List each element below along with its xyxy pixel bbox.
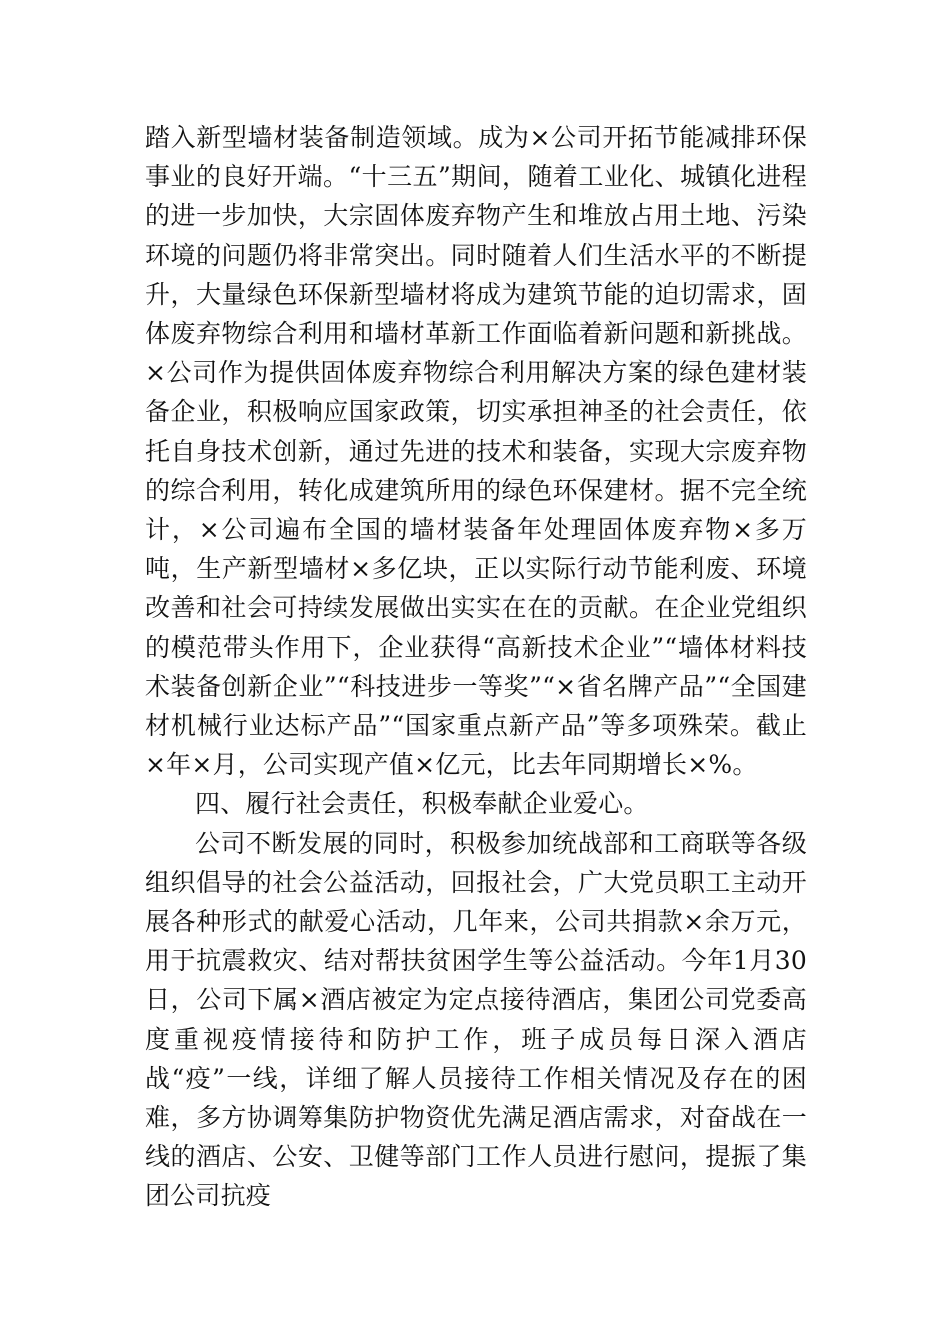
section-heading-social-responsibility: 四、履行社会责任，积极奉献企业爱心。 xyxy=(195,789,649,819)
document-body xyxy=(145,118,807,1216)
paragraph-public-welfare: 公司不断发展的同时，积极参加统战部和工商联等各级组织倡导的社会公益活动，回报社会，广大党员职工主动开展各种形式的献爱心活动，几年来，公司共捐款×余万元，用于抗震救灾、结对帮扶贫困学生等公益活动。今年1月30日，公司下属×酒店被定为定点接待酒店，集团公司党委高度重视疫情接待和防护工作，班子成员每日深入酒店战“疫”一线，详细了解人员接待工作相关情况及存在的困难，多方协调筹集防护物资优先满足酒店需求，对奋战在一线的酒店、公安、卫健等部门工作人员进行慰问，提振了集团公司抗疫 xyxy=(145,828,807,1211)
paragraph-environmental-business: 踏入新型墙材装备制造领域。成为×公司开拓节能减排环保事业的良好开端。“十三五”期间，随着工业化、城镇化进程的进一步加快，大宗固体废弃物产生和堆放占用土地、污染环境的问题仍将非常突出。同时随着人们生活水平的不断提升，大量绿色环保新型墙材将成为建筑节能的迫切需求，固体废弃物综合利用和墙材革新工作面临着新问题和新挑战。×公司作为提供固体废弃物综合利用解决方案的绿色建材装备企业，积极响应国家政策，切实承担神圣的社会责任，依托自身技术创新，通过先进的技术和装备，实现大宗废弃物的综合利用，转化成建筑所用的绿色环保建材。据不完全统计，×公司遍布全国的墙材装备年处理固体废弃物×多万吨，生产新型墙材×多亿块，正以实际行动节能利废、环境改善和社会可持续发展做出实实在在的贡献。在企业党组织的模范带头作用下，企业获得“高新技术企业”“墙体材料技术装备创新企业”“科技进步一等奖”“×省名牌产品”“全国建材机械行业达标产品”“国家重点新产品”等多项殊荣。截止×年×月，公司实现产值×亿元，比去年同期增长×%。 xyxy=(145,123,807,780)
